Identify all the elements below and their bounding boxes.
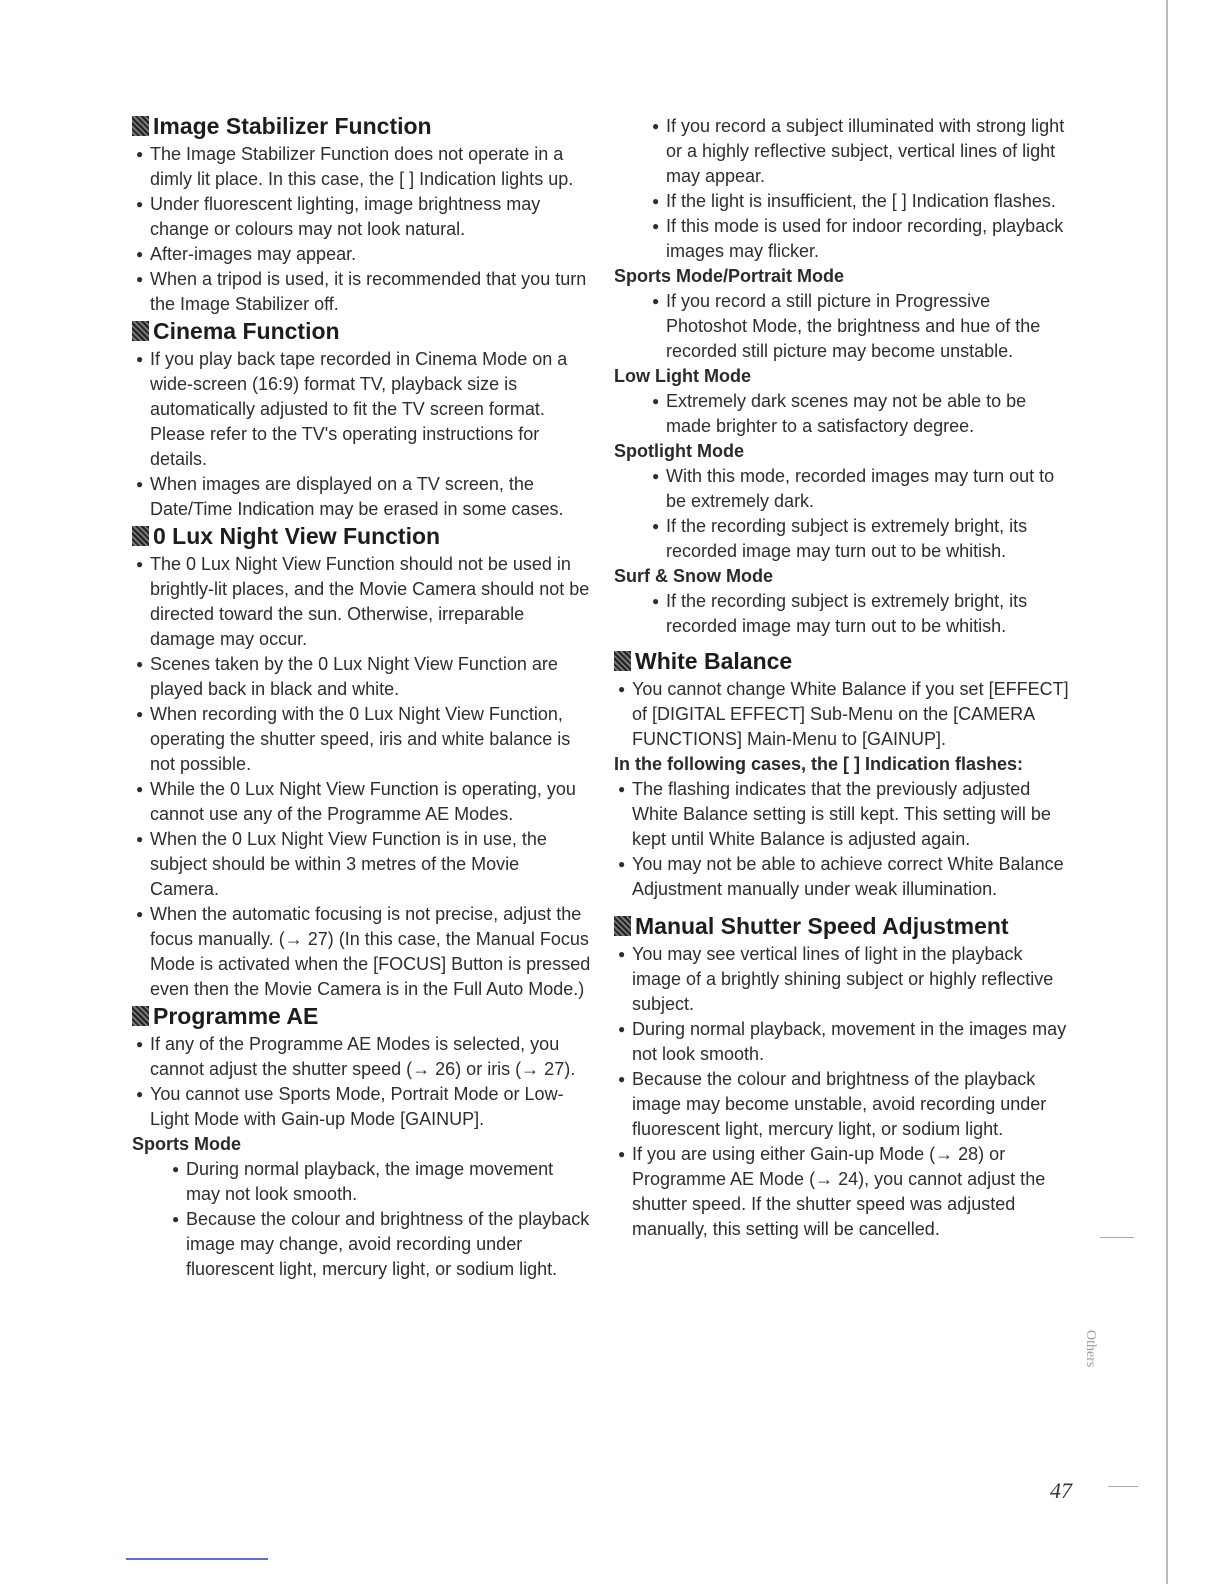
page-number: 47: [1050, 1478, 1072, 1503]
list-item: ● After-images may appear.: [132, 242, 592, 267]
sub-heading: In the following cases, the [ ] Indication flashes:: [614, 754, 1024, 774]
bullet-icon: ●: [652, 394, 660, 408]
section-marker-icon: [614, 916, 631, 936]
list-item: ● Under fluorescent lighting, image brightness may change or colours may not look natural.: [136, 194, 541, 239]
list-item: ● You cannot use Sports Mode, Portrait Mode or Low-Light Mode with Gain-up Mode [GAINUP].: [136, 1084, 564, 1129]
list-item: ● Because the colour and brightness of the playback image may change, avoid recording under fluorescent light, mercury light, or sodium light.: [172, 1209, 590, 1279]
list-item: ● The Image Stabilizer Function does not operate in a dimly lit place. In this case, the [ ] Indication lights up.: [136, 144, 574, 189]
list-item: ● If this mode is used for indoor recording, playback images may flicker.: [652, 216, 1064, 261]
bullet-icon: ●: [652, 469, 660, 483]
bullet-icon: ●: [136, 352, 144, 366]
list-item: ● You cannot change White Balance if you set [EFFECT] of [DIGITAL EFFECT] Sub-Menu on the [CAMERA FUNCTIONS] Main-Menu to [GAINUP].: [618, 679, 1069, 749]
section-heading: Programme AE: [132, 1002, 592, 1030]
bullet-icon: ●: [618, 947, 626, 961]
list-item: ● If you record a still picture in Progressive Photoshot Mode, the brightness and hue of the recorded still picture may become unstable.: [652, 291, 1041, 361]
side-tab-mark: [1108, 1486, 1138, 1487]
sub-heading: Sports Mode: [132, 1134, 242, 1154]
bullet-icon: ●: [136, 247, 144, 261]
bullet-icon: ●: [652, 119, 660, 133]
list-item: ● If any of the Programme AE Modes is selected, you cannot adjust the shutter speed (→ 26) or iris (→ 27).: [136, 1034, 576, 1079]
list-item: ● If you record a subject illuminated with strong light or a highly reflective subject, vertical lines of light may appear.: [652, 116, 1065, 186]
bullet-icon: ●: [136, 197, 144, 211]
section-marker-icon: [614, 651, 631, 671]
bullet-icon: ●: [618, 1147, 626, 1161]
bullet-icon: ●: [652, 194, 660, 208]
list-item: ● The flashing indicates that the previously adjusted White Balance setting is still kept. This setting will be kept until White Balance is adjusted again.: [618, 779, 1051, 849]
list-item: ● During normal playback, the image movement may not look smooth.: [172, 1159, 554, 1204]
bullet-icon: ●: [136, 657, 144, 671]
bullet-icon: ●: [136, 557, 144, 571]
bullet-icon: ●: [136, 1087, 144, 1101]
bullet-icon: ●: [136, 272, 144, 286]
list-item: ● You may see vertical lines of light in the playback image of a brightly shining subject or highly reflective subject.: [618, 944, 1054, 1014]
section-marker-icon: [132, 1006, 149, 1026]
bullet-icon: ●: [618, 857, 626, 871]
page-edge-line: [1166, 0, 1168, 1584]
section-marker-icon: [132, 321, 149, 341]
list-item: ● While the 0 Lux Night View Function is operating, you cannot use any of the Programme AE Modes.: [136, 779, 576, 824]
section-heading: Cinema Function: [132, 317, 592, 345]
bullet-icon: ●: [618, 1022, 626, 1036]
list-item: ● When recording with the 0 Lux Night View Function, operating the shutter speed, iris and white balance is not possible.: [136, 704, 571, 774]
bullet-icon: ●: [136, 147, 144, 161]
list-item: ● You may not be able to achieve correct White Balance Adjustment manually under weak illumination.: [618, 854, 1064, 899]
section-heading: Manual Shutter Speed Adjustment: [614, 912, 1074, 940]
list-item: ● Extremely dark scenes may not be able to be made brighter to a satisfactory degree.: [652, 391, 1027, 436]
bullet-icon: ●: [652, 219, 660, 233]
list-item: ● If you play back tape recorded in Cinema Mode on a wide-screen (16:9) format TV, playback size is automatically adjusted to fit the TV screen format. Please refer to the TV's operating instructions for details.: [136, 349, 568, 469]
list-item: ● Because the colour and brightness of the playback image may become unstable, avoid recording under fluorescent light, mercury light, or sodium light.: [618, 1069, 1047, 1139]
side-tab-label: Others: [1083, 1330, 1098, 1368]
section-heading: Image Stabilizer Function: [132, 112, 592, 140]
bullet-icon: ●: [652, 519, 660, 533]
list-item: ● When a tripod is used, it is recommended that you turn the Image Stabilizer off.: [136, 269, 587, 314]
list-item: ● During normal playback, movement in the images may not look smooth.: [618, 1019, 1067, 1064]
bullet-icon: ●: [172, 1162, 180, 1176]
bullet-icon: ●: [136, 477, 144, 491]
bullet-icon: ●: [136, 907, 144, 921]
bullet-icon: ●: [618, 682, 626, 696]
list-item: ● When the automatic focusing is not precise, adjust the focus manually. (→ 27) (In this case, the Manual Focus Mode is activated when the [FOCUS] Button is pressed even then the Movie Camera is in the Full Auto Mode.): [136, 904, 591, 999]
list-item: ● When images are displayed on a TV screen, the Date/Time Indication may be erased in some cases.: [136, 474, 564, 519]
bullet-icon: ●: [172, 1212, 180, 1226]
side-tab-mark: [1100, 1237, 1134, 1238]
list-item: ● If you are using either Gain-up Mode (→ 28) or Programme AE Mode (→ 24), you cannot adjust the shutter speed. If the shutter speed was adjusted manually, this setting will be cancelled.: [618, 1144, 1046, 1239]
bullet-icon: ●: [652, 294, 660, 308]
section-marker-icon: [132, 116, 149, 136]
section-heading: White Balance: [614, 647, 1074, 675]
list-item: ● If the recording subject is extremely bright, its recorded image may turn out to be whitish.: [652, 516, 1028, 561]
list-item: ● With this mode, recorded images may turn out to be extremely dark.: [652, 466, 1055, 511]
list-item: ● When the 0 Lux Night View Function is in use, the subject should be within 3 metres of the Movie Camera.: [136, 829, 547, 899]
sub-heading: Surf & Snow Mode: [614, 566, 773, 586]
bullet-icon: ●: [618, 782, 626, 796]
sub-heading: Spotlight Mode: [614, 441, 744, 461]
list-item: ● If the recording subject is extremely bright, its recorded image may turn out to be whitish.: [652, 591, 1028, 636]
bullet-icon: ●: [618, 1072, 626, 1086]
list-item: ● Scenes taken by the 0 Lux Night View Function are played back in black and white.: [136, 654, 558, 699]
sub-heading: Sports Mode/Portrait Mode: [614, 266, 845, 286]
bullet-icon: ●: [136, 832, 144, 846]
footer-line: [126, 1558, 268, 1560]
list-item: ● The 0 Lux Night View Function should not be used in brightly-lit places, and the Movie Camera should not be directed toward the sun. Otherwise, irreparable damage may occur.: [136, 554, 590, 649]
list-item: ● If the light is insufficient, the [ ] Indication flashes.: [614, 189, 1074, 214]
section-marker-icon: [132, 526, 149, 546]
sub-heading: Low Light Mode: [614, 366, 751, 386]
bullet-icon: ●: [136, 1037, 144, 1051]
bullet-icon: ●: [652, 594, 660, 608]
section-heading: 0 Lux Night View Function: [132, 522, 592, 550]
left-column: [132, 108, 592, 1282]
bullet-icon: ●: [136, 707, 144, 721]
right-column: [614, 114, 1074, 1242]
bullet-icon: ●: [136, 782, 144, 796]
